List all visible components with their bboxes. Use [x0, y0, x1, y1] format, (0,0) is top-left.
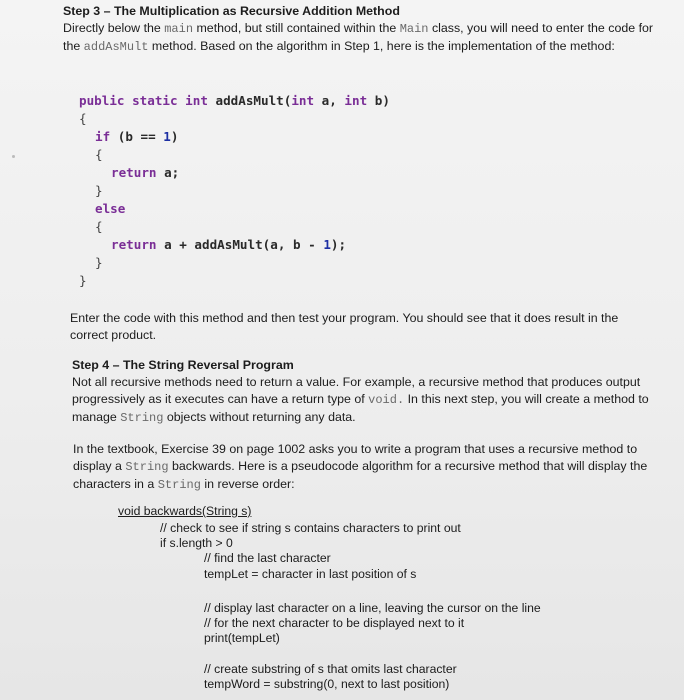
text-run: in reverse order:	[200, 477, 295, 491]
text-run: Not all recursive methods need to return a value. For example, a recursive method that produces output progressively as it executes can have a return type of	[72, 375, 641, 406]
pseudo-line-5: // display last character on a line, leaving the cursor on the line	[204, 601, 541, 615]
text-run: class, you will need to enter the code for the	[63, 21, 654, 53]
inline-code: Main	[399, 22, 429, 36]
inline-code: String	[120, 411, 164, 425]
speck	[12, 155, 15, 158]
code-line-11: }	[79, 273, 87, 288]
code-line-3: if (b == 1)	[95, 129, 179, 144]
pseudo-line-7: print(tempLet)	[204, 631, 280, 645]
text-run: backwards. Here is a pseudocode algorithm for a recursive method that will display the characters in a	[73, 459, 648, 491]
text-run: objects without returning any data.	[163, 410, 356, 424]
step4-para2	[73, 441, 653, 494]
text-run: In this next step, you will create a method to manage	[72, 392, 649, 424]
code-line-7: else	[95, 201, 126, 216]
code-line-6: }	[95, 183, 103, 198]
pseudo-line-1: // check to see if string s contains characters to print out	[160, 521, 461, 535]
code-line-5: return a;	[111, 165, 180, 180]
pseudo-line-8: // create substring of s that omits last character	[204, 662, 457, 676]
step4-para1	[72, 374, 652, 427]
pseudo-line-2: if s.length > 0	[160, 536, 233, 550]
text-run: method, but still contained within the	[193, 21, 400, 35]
pseudo-line-6: // for the next character to be displayed next to it	[204, 616, 465, 630]
pseudo-line-3: // find the last character	[204, 551, 331, 565]
pseudo-signature: void backwards(String s)	[118, 504, 252, 518]
inline-code: main	[164, 22, 194, 36]
code-line-1: public static int addAsMult(int a, int b)	[79, 93, 390, 108]
code-line-4: {	[95, 147, 103, 162]
step4-heading: Step 4 – The String Reversal Program	[72, 358, 294, 372]
code-line-8: {	[95, 219, 103, 234]
inline-code: addAsMult	[83, 40, 149, 54]
inline-code: String	[125, 460, 169, 474]
pseudo-line-9: tempWord = substring(0, next to last position)	[204, 677, 450, 691]
text-run: Directly below the	[63, 21, 165, 35]
inline-code: String	[157, 478, 201, 492]
step3-after-code: Enter the code with this method and then test your program. You should see that it does result in the correct product.	[70, 311, 619, 342]
text-run: method. Based on the algorithm in Step 1, here is the implementation of the method:	[148, 39, 615, 53]
inline-code: void.	[368, 393, 405, 407]
code-line-9: return a + addAsMult(a, b - 1);	[111, 237, 347, 252]
step3-heading: Step 3 – The Multiplication as Recursive Addition Method	[63, 4, 400, 18]
code-line-2: {	[79, 111, 87, 126]
code-line-10: }	[95, 255, 103, 270]
text-run: In the textbook, Exercise 39 on page 1002 asks you to write a program that uses a recursive method to display a	[73, 442, 638, 473]
step3-intro	[63, 20, 663, 56]
pseudo-line-4: tempLet = character in last position of s	[204, 567, 417, 581]
